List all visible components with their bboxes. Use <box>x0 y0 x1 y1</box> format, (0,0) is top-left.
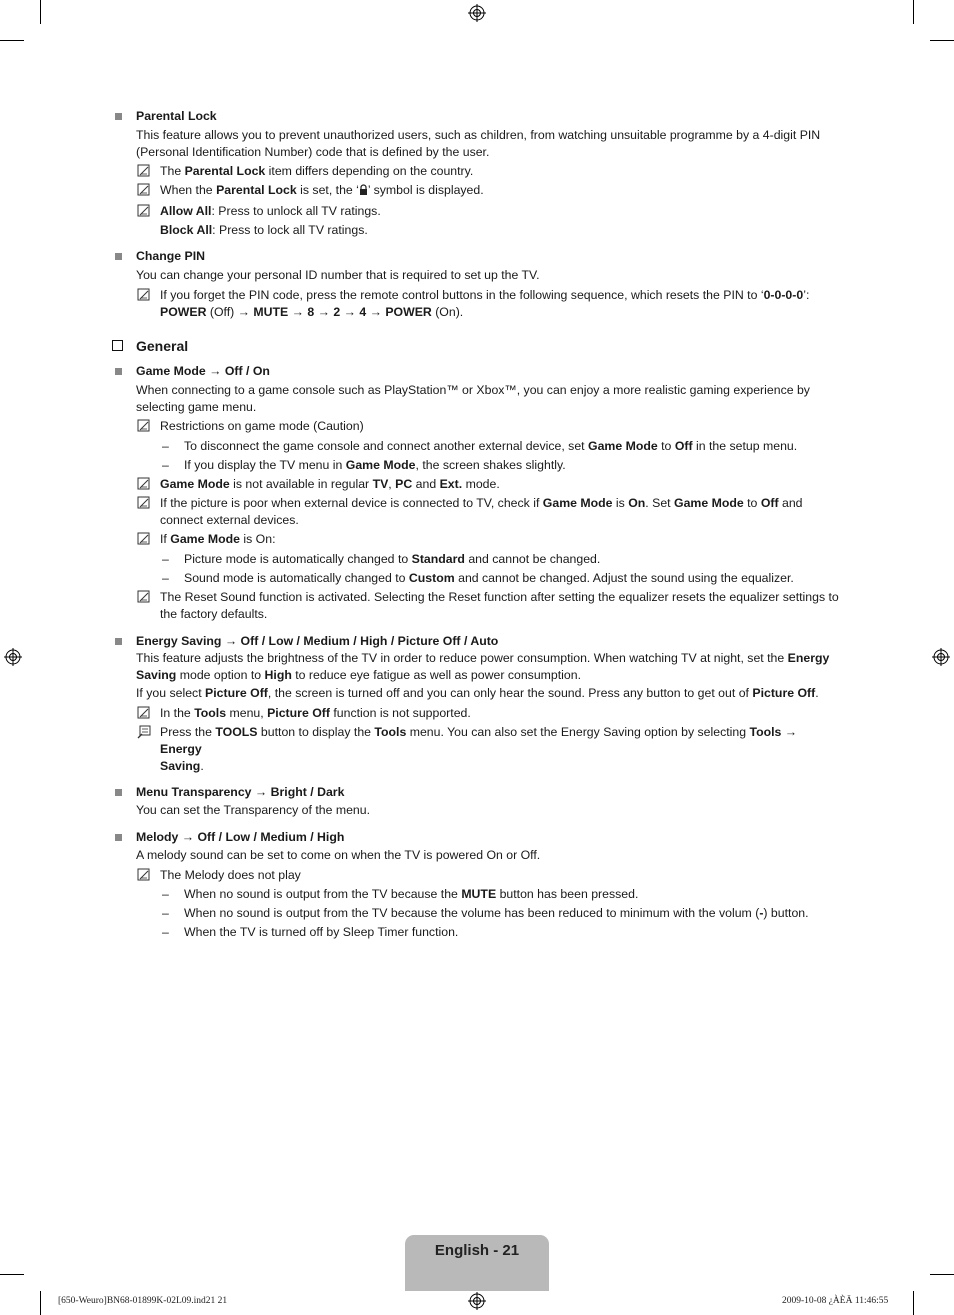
heading-melody <box>110 829 840 846</box>
text: The Melody does not play <box>160 868 301 882</box>
note-icon <box>137 204 151 218</box>
text: , the screen shakes slightly. <box>415 458 566 472</box>
text: mode. <box>462 477 500 491</box>
text: menu. You can also set the Energy Saving option by selecting <box>406 725 750 739</box>
text-bold: Game Mode <box>170 532 240 546</box>
bullet-square-icon <box>115 789 122 796</box>
text-bold: Parental Lock <box>216 183 297 197</box>
text: (On). <box>431 305 464 319</box>
text: to <box>743 496 761 510</box>
registration-mark-icon <box>468 1292 486 1310</box>
text: function is not supported. <box>329 706 471 720</box>
text: : Press to unlock all TV ratings. <box>211 204 381 218</box>
paragraph-text: You can set the Transparency of the menu. <box>136 803 371 817</box>
text: If you select <box>136 686 206 700</box>
text: is <box>612 496 629 510</box>
note-icon <box>137 706 151 720</box>
dash-bullet: – <box>162 458 169 472</box>
text-bold: 0-0-0-0 <box>763 288 804 302</box>
note-icon <box>137 164 151 178</box>
text-bold: 8 <box>307 305 315 319</box>
heading-text: Change PIN <box>136 249 206 263</box>
note <box>110 476 840 493</box>
text: ’: <box>803 288 810 302</box>
crop-mark <box>913 0 914 24</box>
dash-item <box>110 570 840 587</box>
paragraph <box>110 650 840 684</box>
print-slug-date: 2009-10-08 ¿ÀÈÄ 11:46:55 <box>782 1296 889 1306</box>
note-icon <box>137 868 151 882</box>
text-bold: Off <box>760 496 779 510</box>
text: If you display the TV menu in <box>184 458 346 472</box>
bullet-square-icon <box>115 638 122 645</box>
bullet-square-icon <box>115 834 122 841</box>
text: In the <box>160 706 195 720</box>
paragraph <box>110 802 840 819</box>
print-slug-file: [650-Weuro]BN68-01899K-02L09.ind21 21 <box>58 1296 228 1306</box>
text: connect external devices. <box>160 513 299 527</box>
text-bold: Ext. <box>439 477 463 491</box>
text: is set, the ‘ <box>296 183 359 197</box>
text-bold: Tools <box>374 725 407 739</box>
heading-text: Melody → Off / Low / Medium / High <box>136 830 345 844</box>
text-bold: TOOLS <box>215 725 258 739</box>
dash-bullet: – <box>162 887 169 901</box>
page-content <box>110 108 840 941</box>
crop-mark <box>0 1274 24 1275</box>
text: and <box>778 496 803 510</box>
note <box>110 287 840 321</box>
dash-item <box>110 551 840 568</box>
text: in the setup menu. <box>692 439 798 453</box>
text-bold: 4 <box>359 305 367 319</box>
note-icon <box>137 183 151 197</box>
crop-mark <box>0 40 24 41</box>
text: is not available in regular <box>229 477 373 491</box>
crop-mark <box>930 1274 954 1275</box>
text-bold: Saving <box>160 759 201 773</box>
paragraph <box>110 382 840 416</box>
text-bold: 2 <box>333 305 341 319</box>
text: and cannot be changed. <box>464 552 601 566</box>
text: → <box>366 305 386 319</box>
heading-game-mode <box>110 363 840 380</box>
paragraph <box>110 267 840 284</box>
text: If you forget the PIN code, press the remote control buttons in the following sequence, which resets the PIN to ‘ <box>160 288 764 302</box>
text-bold: POWER <box>160 305 207 319</box>
heading-change-pin <box>110 248 840 265</box>
note <box>110 495 840 529</box>
tools-icon <box>137 725 151 739</box>
text-bold: Standard <box>411 552 465 566</box>
checkbox-bullet-icon <box>112 340 123 351</box>
heading-text: Parental Lock <box>136 109 217 123</box>
bullet-square-icon <box>115 113 122 120</box>
text-bold: Picture Off <box>205 686 268 700</box>
text: When no sound is output from the TV because the volume has been reduced to minimum with the volum ( <box>184 906 760 920</box>
text-bold: Game Mode <box>674 496 744 510</box>
note-continuation <box>110 222 840 239</box>
text: and <box>412 477 440 491</box>
dash-bullet: – <box>162 571 169 585</box>
note <box>110 867 840 884</box>
text: mode option to <box>176 668 265 682</box>
page-number-tab <box>405 1235 549 1291</box>
text-bold: Picture Off <box>752 686 816 700</box>
text: When the TV is turned off by Sleep Timer function. <box>184 925 459 939</box>
text-bold: Parental Lock <box>184 164 266 178</box>
text: → <box>314 305 334 319</box>
text-bold: Picture Off <box>267 706 330 720</box>
tools-note <box>110 724 840 775</box>
heading-text: Menu Transparency → Bright / Dark <box>136 785 345 799</box>
text-bold: High <box>264 668 292 682</box>
dash-item <box>110 924 840 941</box>
text: ) button. <box>763 906 809 920</box>
dash-bullet: – <box>162 906 169 920</box>
text: menu, <box>226 706 268 720</box>
heading-parental-lock <box>110 108 840 125</box>
dash-item <box>110 886 840 903</box>
text: , the screen is turned off and you can only hear the sound. Press any button to get out of <box>267 686 753 700</box>
note <box>110 418 840 435</box>
dash-item <box>110 905 840 922</box>
text: button has been pressed. <box>496 887 639 901</box>
text-bold: On <box>628 496 646 510</box>
text: → <box>288 305 308 319</box>
note-icon <box>137 419 151 433</box>
registration-mark-icon <box>4 648 22 666</box>
text: If <box>160 532 171 546</box>
text: ’ symbol is displayed. <box>367 183 484 197</box>
text-bold: Custom <box>408 571 455 585</box>
text: → <box>340 305 360 319</box>
note-icon <box>137 532 151 546</box>
text: The Reset Sound function is activated. Selecting the Reset function after setting the equalizer resets the equalizer settings to the factory defaults. <box>160 590 839 621</box>
text-bold: - <box>759 906 764 920</box>
paragraph <box>110 685 840 702</box>
text: item differs depending on the country. <box>265 164 474 178</box>
crop-mark <box>40 0 41 24</box>
heading-text: Game Mode → Off / On <box>136 364 270 378</box>
paragraph-text: A melody sound can be set to come on when the TV is powered On or Off. <box>136 848 541 862</box>
note <box>110 163 840 180</box>
text-bold: Tools <box>194 706 227 720</box>
text-bold: PC <box>395 477 413 491</box>
heading-text: Energy Saving → Off / Low / Medium / High / Picture Off / Auto <box>136 634 499 648</box>
text-bold: Game Mode <box>345 458 416 472</box>
text-bold: Game Mode <box>542 496 613 510</box>
note-icon <box>137 288 151 302</box>
text: When no sound is output from the TV because the <box>184 887 462 901</box>
text: and cannot be changed. Adjust the sound using the equalizer. <box>454 571 794 585</box>
text-bold: MUTE <box>253 305 289 319</box>
padlock-icon <box>359 184 368 201</box>
text: : Press to lock all TV ratings. <box>212 223 368 237</box>
text: . Set <box>645 496 675 510</box>
bullet-square-icon <box>115 368 122 375</box>
note <box>110 531 840 548</box>
dash-bullet: – <box>162 925 169 939</box>
dash-bullet: – <box>162 552 169 566</box>
text-bold: Allow All <box>160 204 212 218</box>
text: When the <box>160 183 217 197</box>
note <box>110 182 840 201</box>
section-title-general <box>110 337 840 355</box>
note-icon <box>137 477 151 491</box>
bullet-square-icon <box>115 253 122 260</box>
note <box>110 203 840 220</box>
text-bold: Saving <box>136 668 177 682</box>
text: If the picture is poor when external device is connected to TV, check if <box>160 496 543 510</box>
page-number: English - 21 <box>434 1242 520 1259</box>
note <box>110 705 840 722</box>
text: The <box>160 164 185 178</box>
note-icon <box>137 496 151 510</box>
text: This feature adjusts the brightness of the TV in order to reduce power consumption. When watching TV at night, set the <box>136 651 788 665</box>
text-bold: Game Mode <box>588 439 658 453</box>
registration-mark-icon <box>468 4 486 22</box>
heading-menu-transparency <box>110 784 840 801</box>
text: . <box>200 759 204 773</box>
text: is On: <box>239 532 276 546</box>
text: Picture mode is automatically changed to <box>184 552 412 566</box>
text-bold: Game Mode <box>160 477 230 491</box>
text: , <box>388 477 396 491</box>
text: Press the <box>160 725 216 739</box>
text: Sound mode is automatically changed to <box>184 571 409 585</box>
paragraph-text: When connecting to a game console such as PlayStation™ or Xbox™, you can enjoy a more realistic gaming experience by selecting game menu. <box>136 383 810 414</box>
text-bold: POWER <box>385 305 432 319</box>
registration-mark-icon <box>932 648 950 666</box>
dash-item <box>110 457 840 474</box>
text: Restrictions on game mode (Caution) <box>160 419 364 433</box>
text: to reduce eye fatigue as well as power consumption. <box>291 668 581 682</box>
text-bold: MUTE <box>461 887 497 901</box>
text: to <box>657 439 675 453</box>
text-bold: Tools → Energy <box>160 725 798 756</box>
text: button to display the <box>257 725 375 739</box>
crop-mark <box>40 1291 41 1315</box>
text-bold: TV <box>372 477 389 491</box>
paragraph <box>110 127 840 161</box>
note <box>110 589 840 623</box>
crop-mark <box>930 40 954 41</box>
crop-mark <box>913 1291 914 1315</box>
text: To disconnect the game console and connect another external device, set <box>184 439 589 453</box>
text-bold: Block All <box>160 223 213 237</box>
note-icon <box>137 590 151 604</box>
heading-energy-saving <box>110 633 840 650</box>
text: (Off) → <box>206 305 254 319</box>
dash-item <box>110 438 840 455</box>
paragraph-text: You can change your personal ID number that is required to set up the TV. <box>136 268 540 282</box>
dash-bullet: – <box>162 439 169 453</box>
paragraph-text: This feature allows you to prevent unauthorized users, such as children, from watching unsuitable programme by a 4-digit PIN (Personal Identification Number) code that is defined by the user. <box>136 128 821 159</box>
text-bold: Energy <box>787 651 830 665</box>
section-title-text: General <box>136 338 189 354</box>
text-bold: Off <box>674 439 693 453</box>
text: . <box>815 686 819 700</box>
paragraph <box>110 847 840 864</box>
